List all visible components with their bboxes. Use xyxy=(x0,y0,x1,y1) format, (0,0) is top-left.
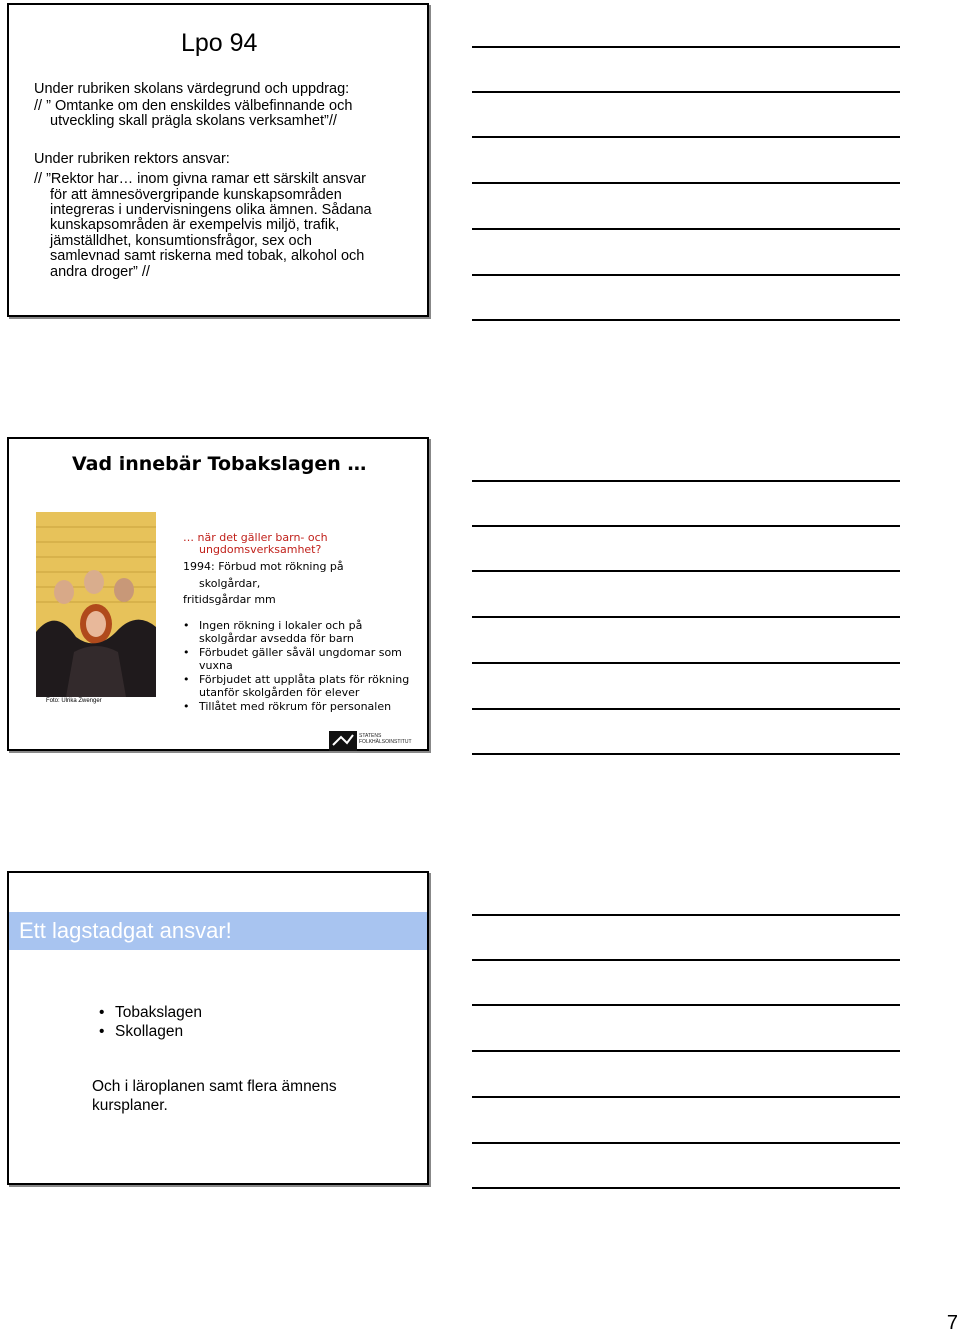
slide-lpo94 xyxy=(7,3,429,317)
slide-title: Vad innebär Tobakslagen … xyxy=(72,453,367,475)
text-line: Under rubriken rektors ansvar: xyxy=(34,151,230,167)
text-line: jämställdhet, konsumtionsfrågor, sex och xyxy=(50,233,312,249)
text-line: för att ämnesövergripande kunskapsområden xyxy=(50,187,342,203)
text-line: integreras i undervisningens olika ämnen. Sådana xyxy=(50,202,372,218)
ban-line: skolgårdar, xyxy=(199,577,261,590)
rules-list xyxy=(183,620,409,714)
text-line: Och i läroplanen samt flera ämnens xyxy=(92,1078,337,1095)
subtitle-line: ungdomsverksamhet? xyxy=(199,543,322,556)
text-line: samlevnad samt riskerna med tobak, alkohol och xyxy=(50,248,365,264)
list-item: • Skollagen xyxy=(99,1022,202,1041)
law-list xyxy=(99,1003,202,1041)
slide-title: Ett lagstadgat ansvar! xyxy=(19,918,232,943)
students-photo xyxy=(36,512,156,697)
text-line: Under rubriken skolans värdegrund och uppdrag: xyxy=(34,81,350,97)
fhi-logo-icon xyxy=(329,731,357,751)
fhi-logo xyxy=(329,731,425,751)
text-line: // ”Rektor har… inom givna ramar ett särskilt ansvar xyxy=(34,171,366,187)
ban-line: fritidsgårdar mm xyxy=(183,593,276,606)
text-line: utveckling skall prägla skolans verksamhet”// xyxy=(50,113,337,129)
page-number: 7 xyxy=(946,1312,958,1334)
list-item: • Förbudet gäller såväl ungdomar som vuxna xyxy=(183,647,409,672)
slide-title: Lpo 94 xyxy=(181,29,258,57)
photo-credit: Foto: Ulrika Zwenger xyxy=(46,698,102,704)
fhi-logo-text: STATENS FOLKHÄLSOINSTITUT xyxy=(359,733,412,745)
list-item: • Tillåtet med rökrum för personalen xyxy=(183,701,409,714)
text-line: kunskapsområden är exempelvis miljö, trafik, xyxy=(50,217,340,233)
subtitle-line: … när det gäller barn- och xyxy=(183,531,328,544)
slide-ansvar xyxy=(7,871,429,1185)
list-item: • Ingen rökning i lokaler och på skolgårdar avsedda för barn xyxy=(183,620,409,645)
text-line: // ” Omtanke om den enskildes välbefinnande och xyxy=(34,98,353,114)
slide-tobakslagen xyxy=(7,437,429,751)
list-item: • Förbjudet att upplåta plats för rökning utanför skolgården för elever xyxy=(183,674,409,699)
list-item: • Tobakslagen xyxy=(99,1003,202,1022)
text-line: andra droger” // xyxy=(50,264,150,280)
ban-line: 1994: Förbud mot rökning på xyxy=(183,560,344,573)
text-line: kursplaner. xyxy=(92,1097,168,1114)
title-banner xyxy=(9,912,427,950)
